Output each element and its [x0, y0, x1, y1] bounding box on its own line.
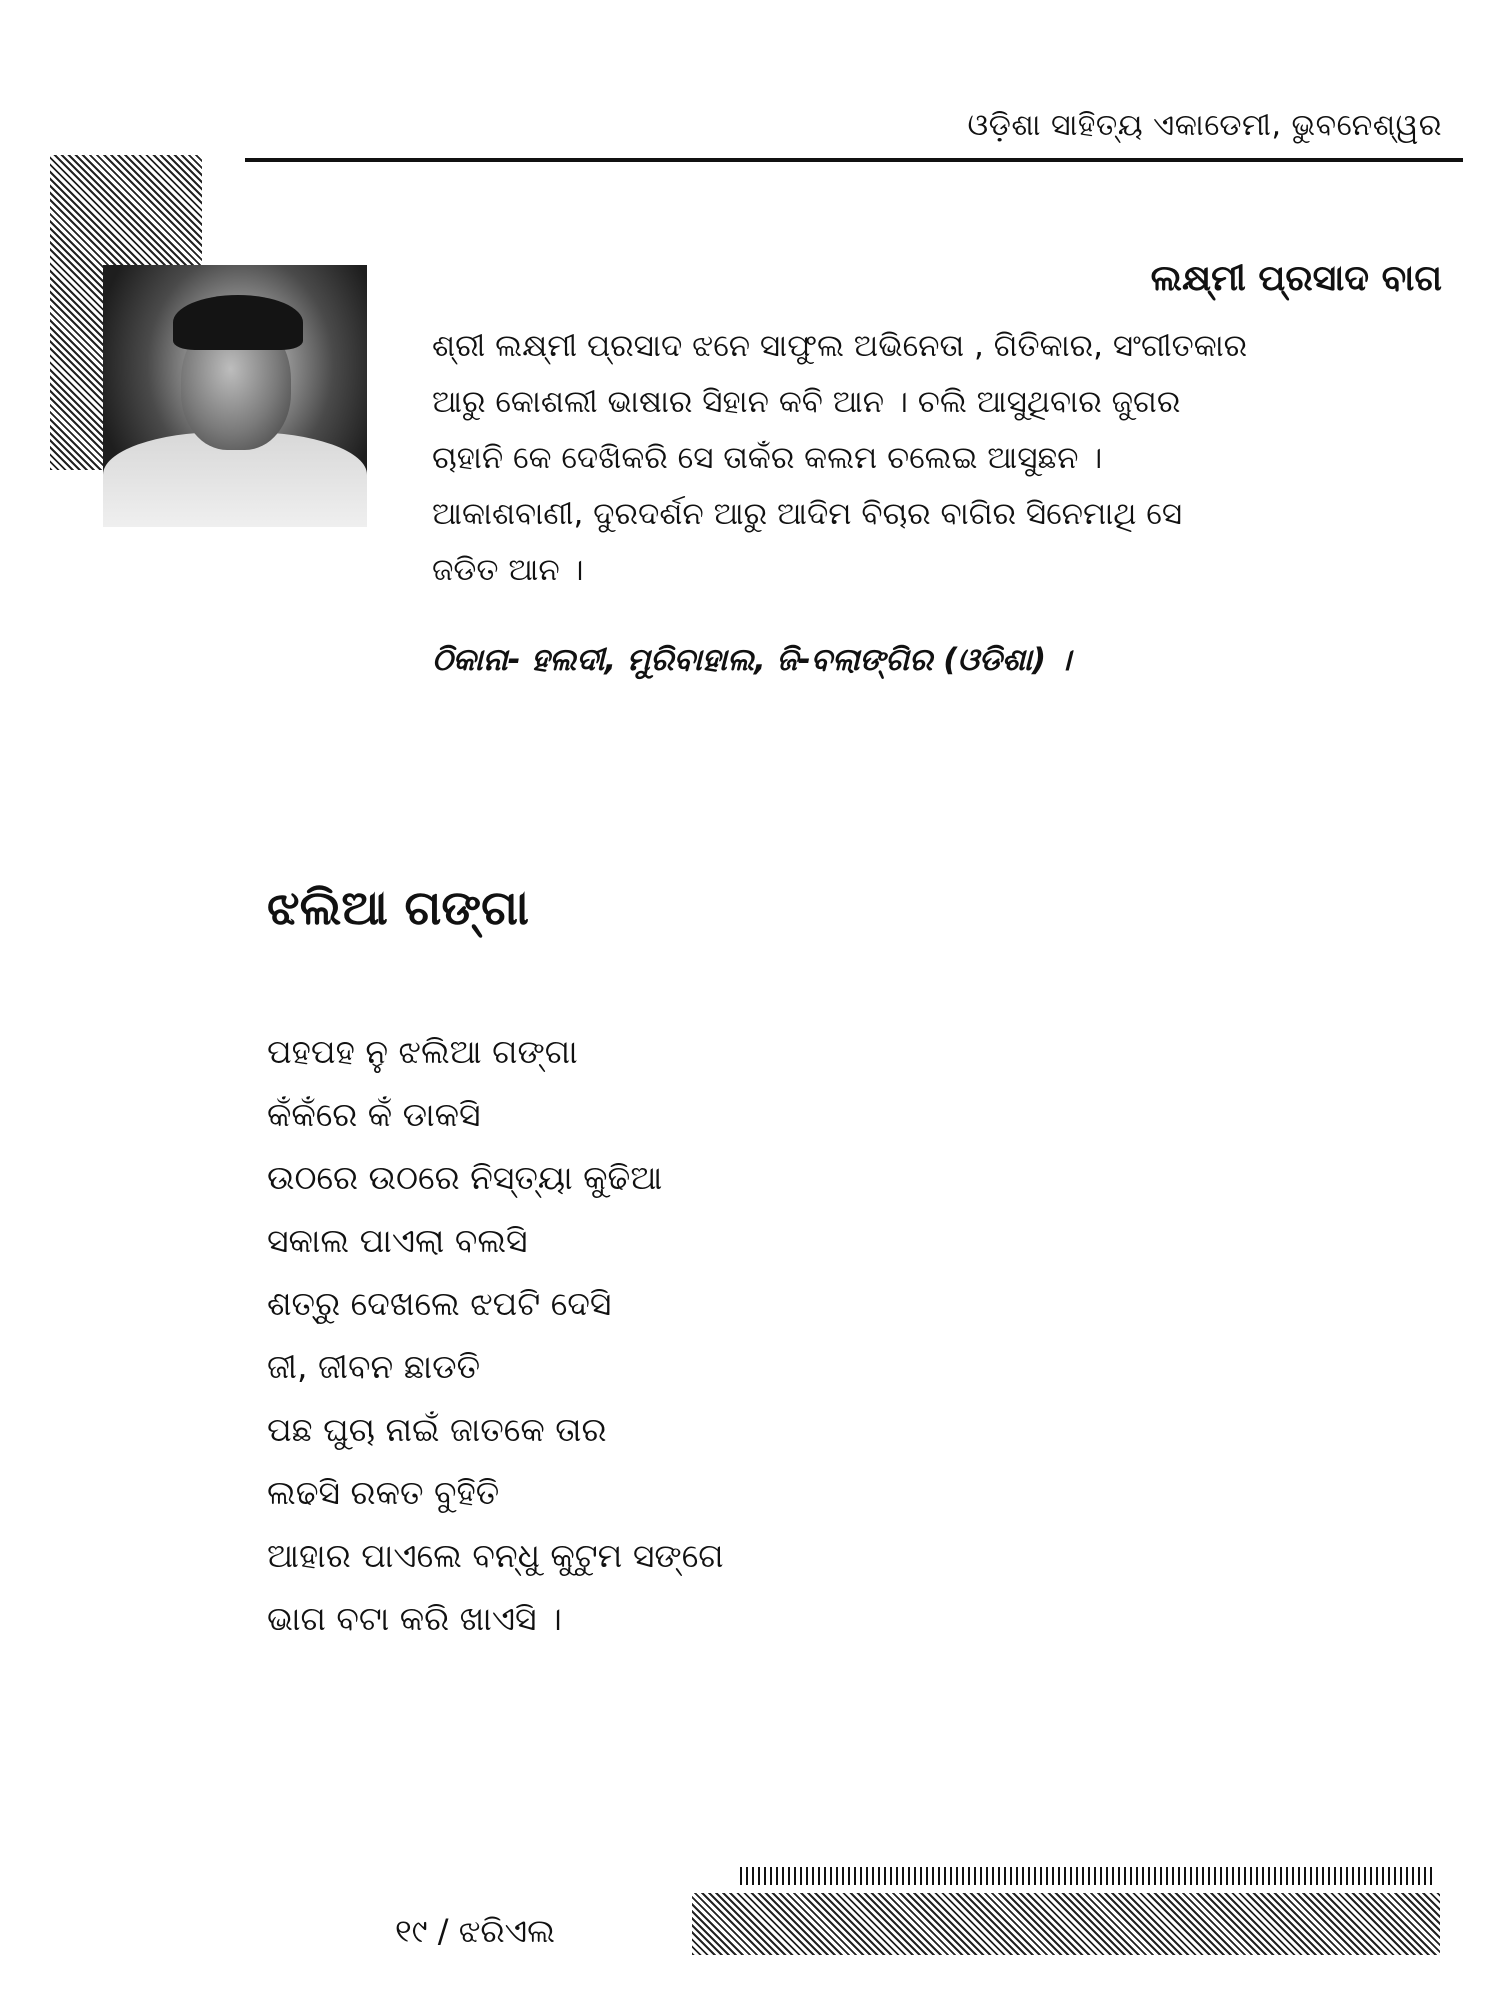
poem-line: ଆହାର ପାଏଲେ ବନ୍ଧୁ କୁଟୁମ ସଙ୍ଗେ — [267, 1536, 724, 1575]
bio-line: ଶ୍ରୀ ଲକ୍ଷ୍ମୀ ପ୍ରସାଦ ଝନେ ସାଫୁଲ ଅଭିନେତା , ଗିତିକାର, ସଂଗୀତକାର — [432, 328, 1248, 364]
poem-line: ଶତ୍ରୁ ଦେଖଲେ ଝପଟି ଦେସି — [267, 1284, 612, 1323]
bio-line: ଆକାଶବାଣୀ, ଦୁରଦର୍ଶନ ଆରୁ ଆଦିମ ବିଚାର ବାଗିର ସିନେମାଥି ସେ — [432, 496, 1183, 532]
poem-line: ଭାଗ ବଟା କରି ଖାଏସି । — [267, 1599, 562, 1638]
poem-line: ସକାଲ ପାଏଲା ବଲସି — [267, 1221, 528, 1260]
poem-line: ଲଢସି ରକତ ବୁହିତି — [267, 1473, 500, 1512]
author-photo — [103, 265, 367, 527]
poem-line: ପଛ ଘୁଚା ନାଇଁ ଜାତକେ ତାର — [267, 1410, 607, 1449]
author-bio — [432, 318, 1444, 598]
decorative-hatch-bottom — [692, 1893, 1440, 1955]
bio-line: ଚାହାନି କେ ଦେଖିକରି ସେ ତାକଁର କଲମ ଚଲେଇ ଆସୁଛନ । — [432, 440, 1103, 476]
bio-line: ଜଡିତ ଆନ । — [432, 552, 584, 588]
poem-line: ପହପହ ନୁ ଝଲିଆ ଗଙ୍ଗା — [267, 1032, 578, 1071]
poem-line: କଁକଁରେ କଁ ଡାକସି — [267, 1095, 481, 1134]
poem-title: ଝଲିଆ ଗଙ୍ଗା — [267, 880, 529, 936]
poem-line: ଉଠରେ ଉଠରେ ନିସ୍ତ୍ୟା କୁଢିଆ — [267, 1158, 663, 1197]
page-footer: ୧୯ / ଝରିଏଲ — [395, 1912, 556, 1950]
author-name: ଲକ୍ଷ୍ମୀ ପ୍ରସାଦ ବାଗ — [1150, 258, 1442, 299]
bio-line: ଆରୁ କୋଶଲୀ ଭାଷାର ସିହାନ କବି ଆନ । ଚଲି ଆସୁଥିବାର ଜୁଗର — [432, 384, 1181, 420]
publisher-header: ଓଡ଼ିଶା ସାହିତ୍ୟ ଏକାଡେମୀ, ଭୁବନେଶ୍ୱର — [967, 108, 1442, 143]
decorative-barcode-strip — [740, 1867, 1435, 1885]
poem-body — [267, 1020, 724, 1650]
header-divider — [245, 158, 1463, 162]
author-address: ଠିକାନା- ହଲଦୀ, ମୁରିବାହାଲ, ଜି-ବଲାଙ୍ଗିର (ଓଡିଶା) । — [432, 642, 1071, 678]
poem-line: ଜୀ, ଜୀବନ ଛାଡତି — [267, 1347, 481, 1386]
